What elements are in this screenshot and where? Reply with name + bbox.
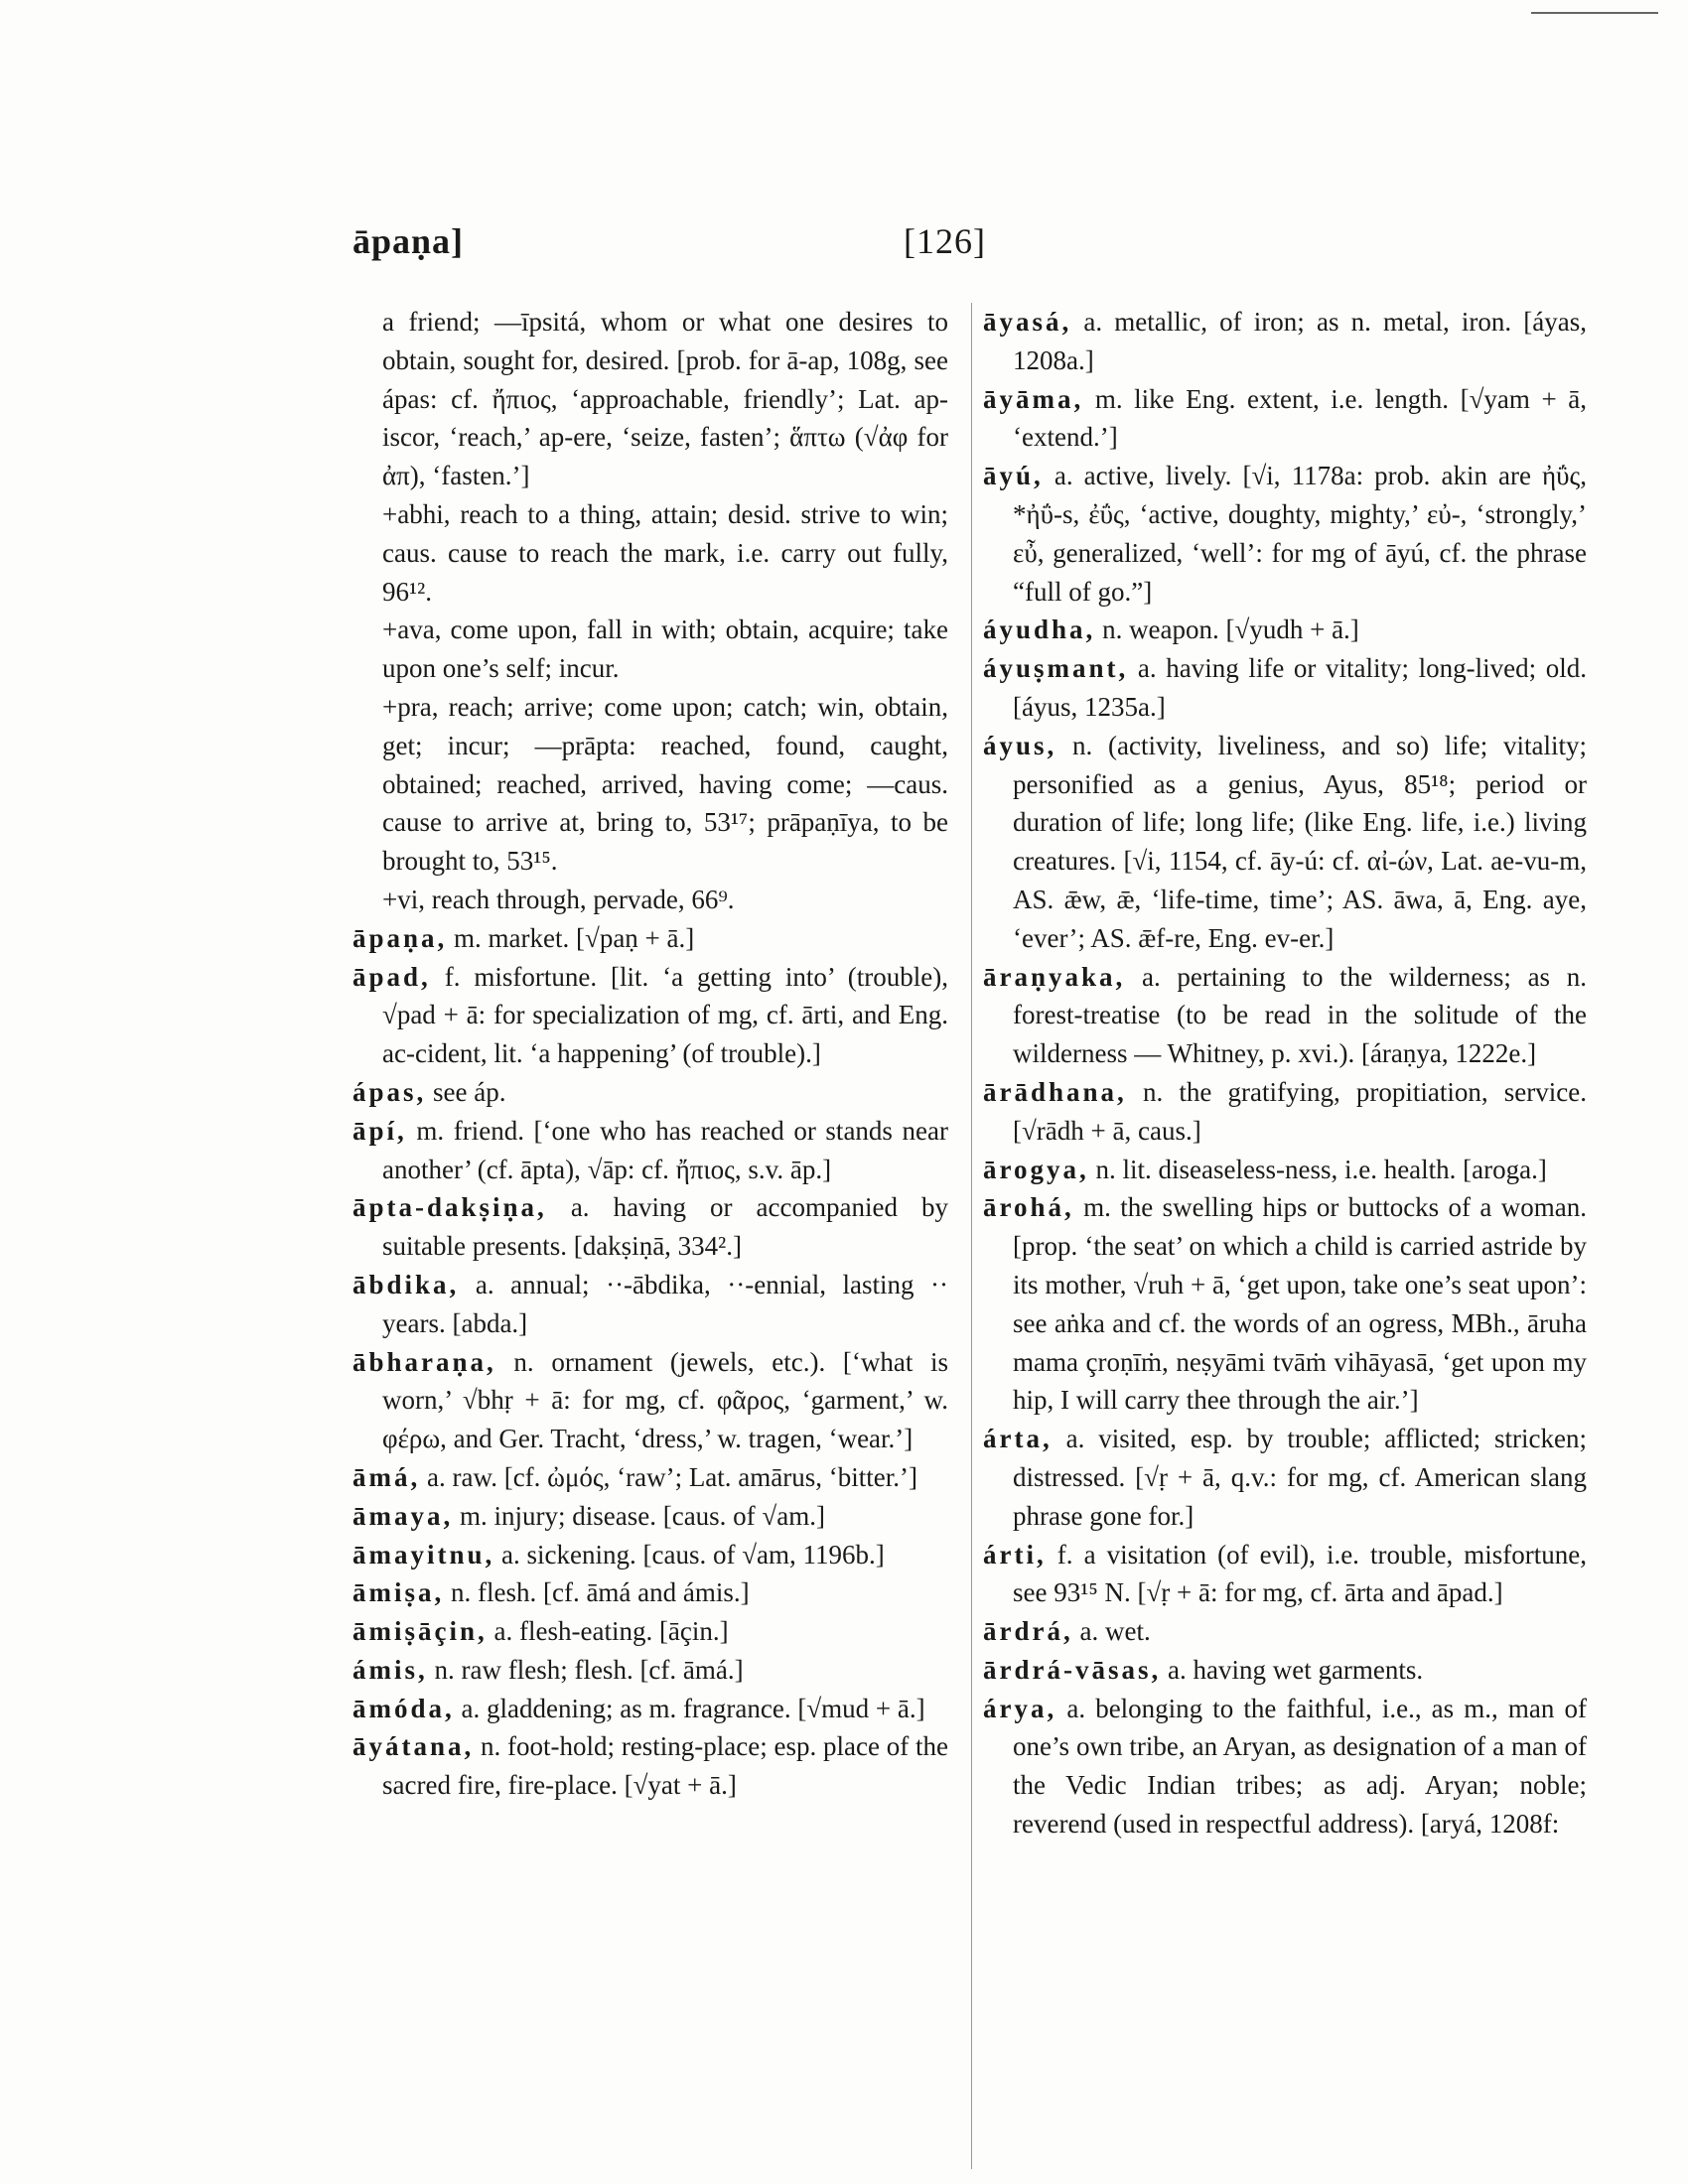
entry-definition: a. flesh-eating. [āçin.] [487,1616,729,1647]
dictionary-entry [983,1420,1587,1535]
entry-definition: f. misfortune. [lit. ‘a getting into’ (trouble), √pad + ā: for specialization of mg, cf. ārti, and Eng. ac-cident, lit. ‘a happening’ (of trouble).] [382,961,948,1069]
dictionary-entry [983,1612,1587,1651]
entry-definition: see áp. [426,1076,506,1107]
entry-lemma: āmóda, [352,1693,455,1723]
dictionary-entry [983,1151,1587,1189]
entry-lemma: ámis, [352,1654,428,1685]
entry-definition: n. ornament (jewels, etc.). [‘what is worn,’ √bhṛ + ā: for mg, cf. φᾶρος, ‘garment,’ w. φέρω, and Ger. Tracht, ‘dress,’ w. tragen, ‘wear.’] [382,1346,948,1454]
dictionary-entry [983,457,1587,611]
dictionary-entry [352,1188,948,1266]
entry-lemma: āraṇyaka, [983,961,1126,992]
entry-definition: m. like Eng. extent, i.e. length. [√yam + ā, ‘extend.’] [1013,383,1587,453]
entry-continuation: a friend; —īpsitá, whom or what one desires to obtain, sought for, desired. [prob. for ā-ap, 108g, see ápas: cf. ἤπιος, ‘approachable, friendly’; Lat. ap-iscor, ‘reach,’ ap-ere, ‘seize, fasten’; ἅπτω (√ἀφ for ἀπ), ‘fasten.’] [382,307,948,491]
dictionary-entry [983,649,1587,727]
dictionary-entry [352,1690,948,1728]
entry-definition: a. raw. [cf. ὠμός, ‘raw’; Lat. amārus, ‘bitter.’] [420,1461,917,1492]
dictionary-entry [352,1266,948,1343]
sub-entry: +vi, reach through, pervade, 66⁹. [382,884,735,914]
dictionary-entry [352,1073,948,1112]
dictionary-entry [983,958,1587,1073]
entry-definition: m. the swelling hips or buttocks of a woman. [prop. ‘the seat’ on which a child is carried astride by its mother, √ruh + ā, ‘get upon, take one’s seat upon’: see aṅka and cf. the words of an ogress, MBh., āruha mama çroṇīṁ, neṣyāmi tvāṁ vihāyasā, ‘get upon my hip, I will carry thee through the air.’] [1013,1192,1587,1416]
column-divider [971,303,972,2169]
sub-entry: +ava, come upon, fall in with; obtain, acquire; take upon one’s self; incur. [382,614,948,684]
entry-definition: a. metallic, of iron; as n. metal, iron. [áyas, 1208a.] [1013,307,1587,375]
entry-lemma: āyasá, [983,307,1072,337]
entry-definition: a. pertaining to the wilderness; as n. forest-treatise (to be read in the solitude of the wilderness — Whitney, p. xvi.). [áraṇya, 1222e.] [1013,961,1587,1069]
dictionary-entry [352,1497,948,1536]
entry-lemma: āmaya, [352,1500,454,1531]
running-head-word: āpaṇa] [352,221,465,261]
entry-lemma: ābharaṇa, [352,1346,496,1377]
dictionary-entry [983,380,1587,458]
entry-definition: n. (activity, liveliness, and so) life; vitality; personified as a genius, Ayus, 85¹⁸; period or duration of life; long life; (like Eng. life, i.e.) living creatures. [√i, 1154, cf. āy-ú: cf. αἰ-ών, Lat. ae-vu-m, AS. ǣw, ǣ, ‘life-time, time’; AS. āwa, ā, Eng. aye, ‘ever’; AS. ǣf-re, Eng. ev-er.] [1013,730,1587,953]
right-column [983,303,1587,1843]
entry-definition: n. lit. diseaseless-ness, i.e. health. [aroga.] [1088,1154,1547,1184]
entry-lemma: árta, [983,1424,1053,1454]
dictionary-entry [983,727,1587,958]
entry-lemma: āpta-dakṣiṇa, [352,1192,547,1223]
dictionary-entry [352,1573,948,1612]
dictionary-entry [983,1073,1587,1151]
entry-lemma: áyus, [983,730,1057,760]
entry-definition: a. having life or vitality; long-lived; old. [áyus, 1235a.] [1013,653,1587,722]
sub-entry: +pra, reach; arrive; come upon; catch; win, obtain, get; incur; —prāpta: reached, found, caught, obtained; reached, arrived, having come; —caus. cause to arrive at, bring to, 53¹⁷; prāpaṇīya, to be brought to, 53¹⁵. [382,691,948,877]
dictionary-entry [983,611,1587,649]
dictionary-entry [983,1690,1587,1843]
entry-definition: a. visited, esp. by trouble; afflicted; stricken; distressed. [√ṛ + ā, q.v.: for mg, cf. American slang phrase gone for.] [1013,1424,1587,1531]
dictionary-entry [983,1651,1587,1690]
entry-lemma: āpad, [352,961,431,992]
dictionary-entry [352,1343,948,1458]
dictionary-entry [352,1612,948,1651]
entry-definition: n. weapon. [√yudh + ā.] [1095,614,1359,645]
dictionary-entry [983,1536,1587,1613]
entry-definition: a. belonging to the faithful, i.e., as m., man of one’s own tribe, an Aryan, as designation of a man of the Vedic Indian tribes; as adj. Aryan; noble; reverend (used in respectful address). [aryá, 1208f: [1013,1693,1587,1840]
left-column [352,303,948,1805]
entry-lemma: ārohá, [983,1192,1074,1223]
entry-lemma: ápas, [352,1076,427,1107]
entry-lemma: āyátana, [352,1731,475,1762]
entry-lemma: ābdika, [352,1269,460,1299]
page-header [0,220,1688,270]
entry-definition: m. friend. [‘one who has reached or stands near another’ (cf. āpta), √āp: cf. ἤπιος, s.v. āp.] [382,1115,948,1184]
entry-definition: a. sickening. [caus. of √am, 1196b.] [494,1539,885,1570]
entry-definition: a. having wet garments. [1161,1654,1424,1685]
entry-lemma: āpí, [352,1115,407,1146]
entry-definition: n. flesh. [cf. āmá and ámis.] [444,1577,750,1608]
entry-lemma: āmiṣa, [352,1577,445,1608]
entry-definition: a. wet. [1072,1616,1151,1647]
entry-definition: a. having or accompanied by suitable presents. [dakṣiṇā, 334².] [382,1192,948,1262]
dictionary-entry [983,303,1587,380]
dictionary-entry [983,1188,1587,1420]
entry-lemma: ārogya, [983,1154,1089,1184]
page-number: [126] [904,221,986,261]
entry-definition: m. market. [√paṇ + ā.] [447,922,695,953]
entry-definition: m. injury; disease. [caus. of √am.] [453,1500,825,1531]
entry-lemma: árya, [983,1693,1057,1723]
entry-lemma: ārdrá, [983,1616,1073,1647]
entry-lemma: ārādhana, [983,1076,1127,1107]
dictionary-entry [352,1536,948,1574]
dictionary-entry [352,958,948,1073]
entry-definition: a. gladdening; as m. fragrance. [√mud + ā.] [454,1693,925,1723]
entry-lemma: āmayitnu, [352,1539,495,1570]
entry-definition: a. annual; ··-ābdika, ··-ennial, lasting ·· years. [abda.] [382,1269,948,1338]
entry-definition: n. foot-hold; resting-place; esp. place of the sacred fire, fire-place. [√yat + ā.] [382,1731,948,1801]
entry-lemma: āyú, [983,461,1044,491]
dictionary-entry [352,1651,948,1690]
entry-definition: f. a visitation (of evil), i.e. trouble, misfortune, see 93¹⁵ N. [√ṛ + ā: for mg, cf. ārta and āpad.] [1013,1539,1587,1608]
entry-definition: n. the gratifying, propitiation, service. [√rādh + ā, caus.] [1013,1076,1587,1146]
entry-definition: n. raw flesh; flesh. [cf. āmá.] [427,1654,744,1685]
dictionary-entry [352,1458,948,1497]
dictionary-entry [352,919,948,958]
entry-lemma: áyudha, [983,614,1096,645]
entry-lemma: āmá, [352,1461,421,1492]
top-rule [1531,12,1658,14]
entry-lemma: āpaṇa, [352,922,448,953]
entry-lemma: árti, [983,1539,1047,1570]
entry-lemma: āyāma, [983,383,1084,414]
entry-lemma: ārdrá-vāsas, [983,1654,1162,1685]
dictionary-entry [352,1727,948,1805]
entry-lemma: āmiṣāçin, [352,1616,488,1647]
entry-definition: a. active, lively. [√i, 1178a: prob. akin are ἠΰς, *ἠΰ-s, ἐΰς, ‘active, doughty, mighty,’ εὐ-, ‘strongly,’ εὖ, generalized, ‘well’: for mg of āyú, cf. the phrase “full of go.”] [1013,461,1587,607]
sub-entry: +abhi, reach to a thing, attain; desid. strive to win; caus. cause to reach the mark, i.e. carry out fully, 96¹². [382,498,948,607]
dictionary-entry [352,1112,948,1189]
entry-lemma: áyuṣmant, [983,653,1129,684]
